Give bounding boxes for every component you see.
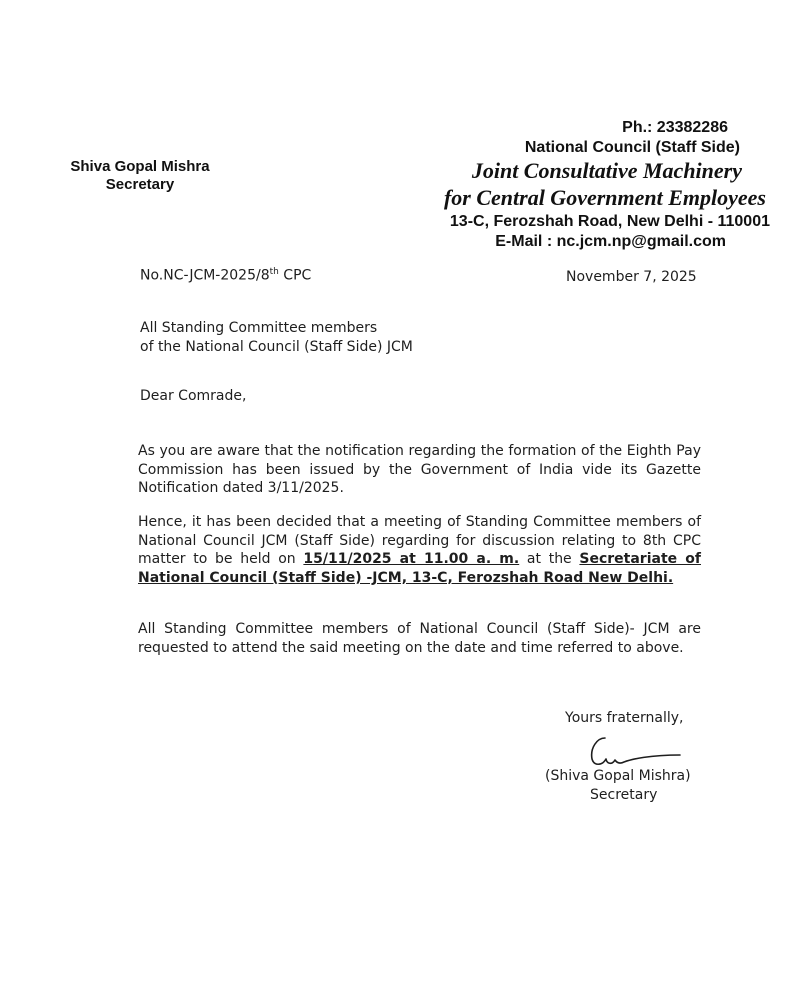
- signature-mark: [588, 733, 684, 769]
- reference-superscript: th: [269, 267, 279, 277]
- signatory-name: (Shiva Gopal Mishra): [545, 768, 691, 784]
- organization-script-line-1: Joint Consultative Machinery: [471, 158, 742, 183]
- paragraph-notification: As you are aware that the notification regarding the formation of the Eighth Pay Commission has been issued by the Government of India vide its Gazette Notification dated 3/11/2025.: [138, 443, 701, 496]
- organization-script-line-2: for Central Government Employees: [443, 185, 766, 210]
- meeting-datetime: 15/11/2025 at 11.00 a. m.: [303, 551, 520, 567]
- reference-suffix: CPC: [278, 267, 312, 284]
- organization-address: 13-C, Ferozshah Road, New Delhi - 110001: [449, 213, 770, 230]
- reference-prefix: No.NC-JCM-2025/8: [140, 267, 270, 284]
- salutation: Dear Comrade,: [140, 388, 247, 404]
- organization-name: National Council (Staff Side): [524, 139, 740, 156]
- paragraph-meeting: [138, 513, 701, 587]
- reference-number: [140, 263, 311, 285]
- addressee-line-1: All Standing Committee members: [140, 320, 378, 336]
- letterhead: [420, 118, 770, 252]
- organization-email: E-Mail : nc.jcm.np@gmail.com: [495, 233, 726, 250]
- sender-title: Secretary: [105, 176, 175, 193]
- closing: Yours fraternally,: [565, 710, 684, 726]
- paragraph-request: All Standing Committee members of National Council (Staff Side)- JCM are requested to attend the said meeting on the date and time referred to above.: [138, 621, 701, 656]
- signatory-title: Secretary: [590, 787, 658, 803]
- meeting-text-a: Hence, it has been decided that a meeting of Standing Committee members of National Council JCM (Staff Side) regarding for discussion relating to 8th CPC matter to be held on: [138, 514, 701, 567]
- sender-block: [64, 158, 216, 194]
- meeting-text-b: at the: [519, 551, 580, 567]
- letter-date: November 7, 2025: [566, 269, 697, 285]
- addressee-line-2: of the National Council (Staff Side) JCM: [140, 338, 413, 355]
- addressee-block: [140, 319, 413, 356]
- meeting-venue: Secretariate of National Council (Staff Side) -JCM, 13-C, Ferozshah Road New Delhi.: [138, 551, 701, 586]
- sender-name: Shiva Gopal Mishra: [70, 158, 210, 175]
- phone-number: Ph.: 23382286: [622, 119, 728, 136]
